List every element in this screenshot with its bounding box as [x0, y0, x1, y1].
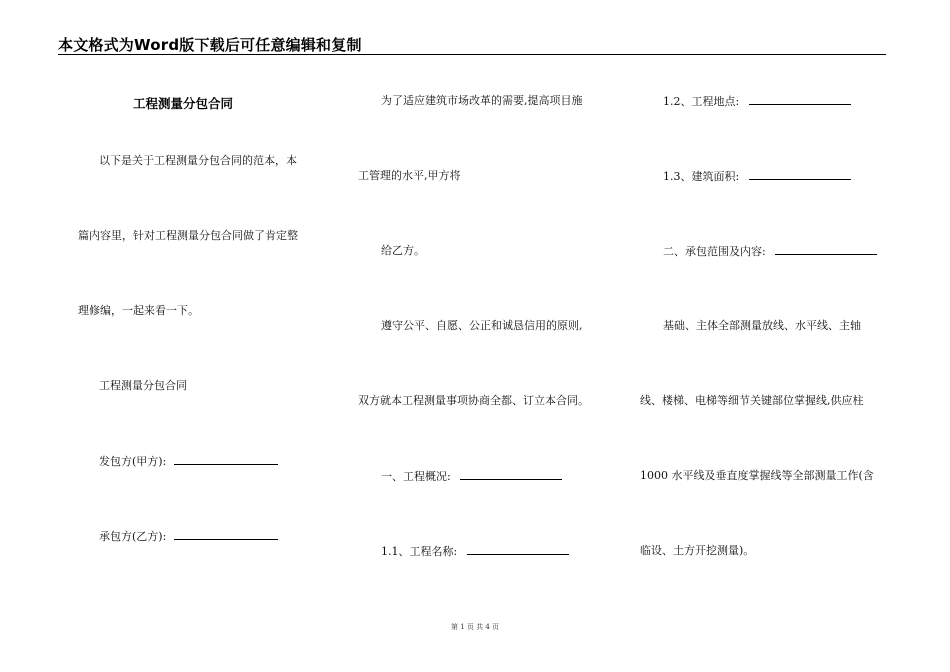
project-name-label: 1.1、工程名称: — [381, 545, 458, 558]
project-location-blank — [749, 94, 851, 105]
document-title: 工程测量分包合同 — [133, 96, 234, 111]
scope-line-2: 线、楼梯、电梯等细节关键部位掌握线,供应柱 — [640, 394, 864, 407]
section-1-heading: 一、工程概况: — [381, 470, 451, 483]
scope-line-4: 临设、土方开挖测量)。 — [640, 544, 755, 557]
header-title: 本文格式为Word版下载后可任意编辑和复制 — [58, 36, 362, 54]
project-name-line — [381, 544, 569, 559]
scope-line-1: 基础、主体全部测量放线、水平线、主轴 — [663, 319, 861, 332]
col2-para-2: 工管理的水平,甲方将 — [358, 169, 461, 182]
scope-line-3: 1000 水平线及垂直度掌握线等全部测量工作(含 — [640, 469, 874, 482]
contract-subtitle: 工程测量分包合同 — [99, 379, 187, 392]
page-number: 第 1 页 共 4 页 — [450, 623, 500, 631]
header-divider — [58, 54, 886, 55]
party-a-blank — [174, 454, 278, 465]
col2-para-5: 双方就本工程测量事项协商全都、订立本合同。 — [358, 394, 589, 407]
intro-line-2: 篇内容里，针对工程测量分包合同做了肯定整 — [78, 229, 298, 242]
building-area-line — [663, 169, 851, 184]
section-2-line — [663, 244, 877, 259]
intro-line-3: 理修编，一起来看一下。 — [78, 304, 199, 317]
section-2-heading: 二、承包范围及内容: — [663, 245, 766, 258]
intro-line-1: 以下是关于工程测量分包合同的范本，本 — [99, 154, 297, 167]
party-b-label: 承包方(乙方): — [99, 530, 167, 543]
col2-para-1: 为了适应建筑市场改革的需要,提高项目施 — [381, 94, 583, 107]
building-area-label: 1.3、建筑面积: — [663, 170, 740, 183]
project-location-label: 1.2、工程地点: — [663, 95, 740, 108]
project-location-line — [663, 94, 851, 109]
col2-para-3: 给乙方。 — [381, 244, 425, 257]
party-b-line — [99, 529, 278, 544]
project-name-blank — [467, 544, 569, 555]
section-1-line — [381, 469, 562, 484]
building-area-blank — [749, 169, 851, 180]
col2-para-4: 遵守公平、自愿、公正和诚恳信用的原则, — [381, 319, 583, 332]
section-1-blank — [460, 469, 562, 480]
party-b-blank — [174, 529, 278, 540]
party-a-label: 发包方(甲方): — [99, 455, 167, 468]
party-a-line — [99, 454, 278, 469]
section-2-blank — [775, 244, 877, 255]
